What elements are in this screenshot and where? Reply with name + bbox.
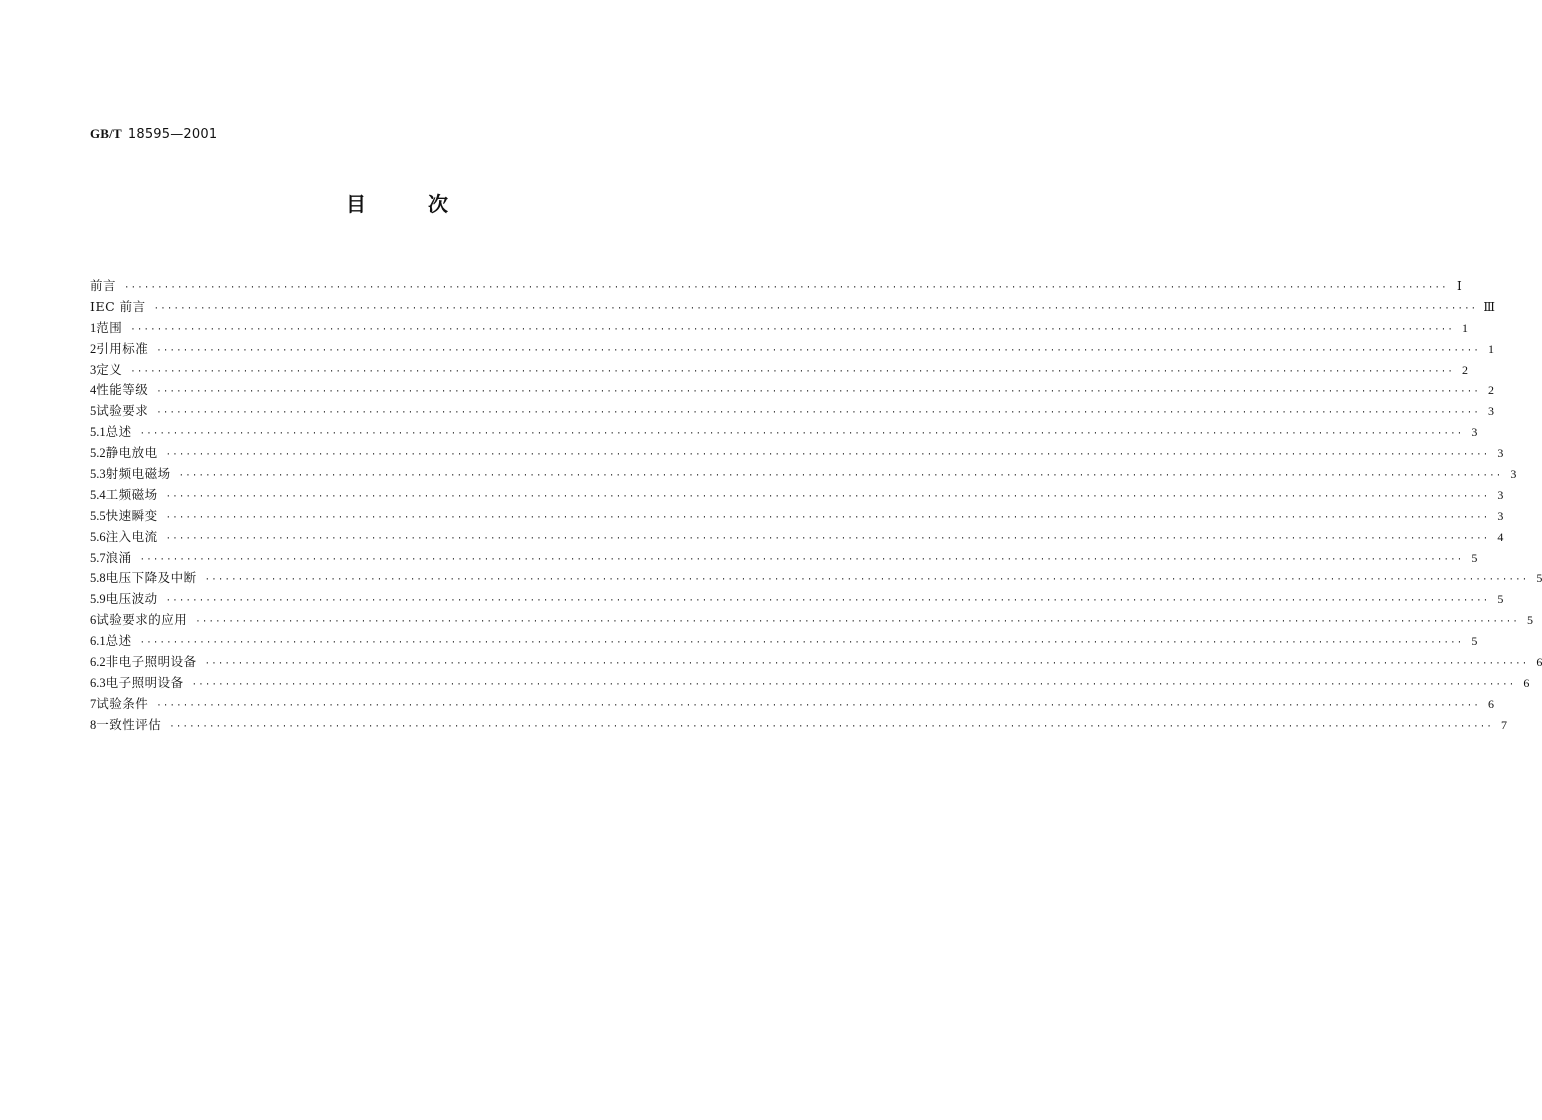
toc-entry-page: 6 xyxy=(1523,675,1530,690)
document-header xyxy=(90,126,217,142)
toc-entry[interactable] xyxy=(90,589,1504,610)
toc-entry[interactable] xyxy=(90,276,1462,297)
toc-entry-label: 前言 xyxy=(90,278,117,293)
toc-entry[interactable] xyxy=(90,506,1504,527)
toc-entry-number: 1 xyxy=(90,320,97,335)
toc-entry-label: 性能等级 xyxy=(96,382,149,398)
toc-entry-page: 1 xyxy=(1487,341,1494,356)
toc-dot-leader: ········································································································································································································ xyxy=(165,450,1490,461)
toc-entry-page: Ⅰ xyxy=(1456,279,1462,293)
toc-entry-page: 2 xyxy=(1461,362,1468,377)
toc-entry-page: 3 xyxy=(1497,508,1504,523)
toc-entry-number: 5.4 xyxy=(90,487,106,502)
toc-entry-number: 6.3 xyxy=(90,675,106,690)
toc-dot-leader: ········································································································································································································ xyxy=(169,721,1493,732)
toc-dot-leader: ········································································································································································································ xyxy=(204,659,1529,670)
toc-entry-label: 试验条件 xyxy=(96,695,149,711)
standard-code: GB/T xyxy=(90,126,122,141)
toc-entry-label: 电子照明设备 xyxy=(105,674,184,690)
toc-entry-page: 1 xyxy=(1461,320,1468,335)
toc-entry[interactable] xyxy=(90,610,1533,631)
toc-entry-label: 电压波动 xyxy=(105,591,158,607)
toc-entry-number: 8 xyxy=(90,717,97,732)
toc-entry-number: 5.3 xyxy=(90,467,106,482)
toc-entry[interactable] xyxy=(90,339,1494,360)
toc-entry-label: 一致性评估 xyxy=(96,716,162,732)
toc-dot-leader: ········································································································································································································ xyxy=(130,324,1454,335)
toc-entry[interactable] xyxy=(90,485,1504,506)
toc-entry[interactable] xyxy=(90,380,1494,401)
toc-dot-leader: ········································································································································································································ xyxy=(130,366,1454,377)
toc-entry-number: 6 xyxy=(90,613,97,628)
toc-entry-page: 3 xyxy=(1497,487,1504,502)
toc-entry-label: 定义 xyxy=(96,361,123,377)
toc-entry-label: 非电子照明设备 xyxy=(105,654,197,670)
toc-entry[interactable] xyxy=(90,401,1494,422)
toc-entry-number: 5.6 xyxy=(90,529,106,544)
toc-dot-leader: ········································································································································································································ xyxy=(156,345,1480,356)
toc-dot-leader: ········································································································································································································ xyxy=(195,617,1519,628)
toc-entry[interactable] xyxy=(90,652,1542,673)
toc-dot-leader: ········································································································································································································ xyxy=(178,471,1503,482)
toc-entry-label: 试验要求的应用 xyxy=(96,612,188,628)
toc-entry-label: 快速瞬变 xyxy=(105,507,158,523)
toc-entry-number: 6.1 xyxy=(90,634,106,649)
toc-entry-page: 7 xyxy=(1500,717,1507,732)
toc-entry-number: 5 xyxy=(90,404,97,419)
toc-entry-page: 4 xyxy=(1497,529,1504,544)
toc-entry-number: 5.7 xyxy=(90,550,106,565)
toc-dot-leader: ········································································································································································································ xyxy=(139,429,1464,440)
toc-entry-page: 6 xyxy=(1536,655,1542,670)
toc-dot-leader: ········································································································································································································ xyxy=(156,387,1480,398)
toc-entry-number: 4 xyxy=(90,383,97,398)
toc-dot-leader: ········································································································································································································ xyxy=(165,491,1490,502)
toc-dot-leader: ········································································································································································································ xyxy=(156,700,1480,711)
toc-entry-page: 3 xyxy=(1471,425,1478,440)
toc-dot-leader: ········································································································································································································ xyxy=(156,408,1480,419)
toc-entry[interactable] xyxy=(90,318,1468,339)
toc-entry[interactable] xyxy=(90,548,1478,569)
toc-entry-page: 5 xyxy=(1526,613,1533,628)
toc-entry-label: 注入电流 xyxy=(105,528,158,544)
toc-entry-page: 5 xyxy=(1471,550,1478,565)
toc-entry-page: 5 xyxy=(1471,634,1478,649)
toc-entry-page: 6 xyxy=(1487,696,1494,711)
toc-dot-leader: ········································································································································································································ xyxy=(124,283,1448,293)
toc-entry[interactable] xyxy=(90,673,1530,694)
toc-entry-number: 5.1 xyxy=(90,425,106,440)
standard-number: 18595—2001 xyxy=(127,127,218,142)
toc-dot-leader: ········································································································································································································ xyxy=(139,638,1464,649)
title-char-1: 目 xyxy=(346,192,366,216)
toc-entry-number: 5.8 xyxy=(90,571,106,586)
toc-entry-page: 3 xyxy=(1497,446,1504,461)
toc-entry-label: 电压下降及中断 xyxy=(105,570,197,586)
toc-entry[interactable] xyxy=(90,568,1542,589)
toc-entry-label: 静电放电 xyxy=(105,445,158,461)
toc-entry[interactable] xyxy=(90,360,1468,381)
toc-entry-number: 6.2 xyxy=(90,655,106,670)
toc-entry-page: Ⅲ xyxy=(1483,299,1495,314)
toc-entry-label: 射频电磁场 xyxy=(105,466,171,482)
toc-dot-leader: ········································································································································································································ xyxy=(165,512,1490,523)
toc-entry-page: 3 xyxy=(1487,404,1494,419)
toc-entry-number: 5.9 xyxy=(90,592,106,607)
toc-entry-page: 5 xyxy=(1497,592,1504,607)
toc-dot-leader: ········································································································································································································ xyxy=(204,575,1529,586)
toc-entry-label: 总述 xyxy=(105,633,132,649)
toc-entry[interactable] xyxy=(90,715,1507,736)
toc-entry-number: 3 xyxy=(90,362,97,377)
toc-entry[interactable] xyxy=(90,527,1504,548)
title-char-2: 次 xyxy=(428,192,448,216)
toc-entry-page: 5 xyxy=(1536,571,1542,586)
toc-entry-number: 5.5 xyxy=(90,508,106,523)
toc-entry[interactable] xyxy=(90,443,1504,464)
toc-entry-label: 范围 xyxy=(96,319,123,335)
toc-entry[interactable] xyxy=(90,464,1517,485)
toc-entry-label: IEC 前言 xyxy=(90,298,146,314)
toc-entry-number: 7 xyxy=(90,696,97,711)
toc-dot-leader: ········································································································································································································ xyxy=(139,554,1464,565)
toc-entry[interactable] xyxy=(90,297,1495,318)
toc-entry-label: 试验要求 xyxy=(96,403,149,419)
toc-entry-label: 总述 xyxy=(105,424,132,440)
toc-entry[interactable] xyxy=(90,631,1478,652)
toc-entry-label: 浪涌 xyxy=(105,549,132,565)
toc-entry[interactable] xyxy=(90,422,1478,443)
toc-entry-page: 2 xyxy=(1487,383,1494,398)
toc-dot-leader: ········································································································································································································ xyxy=(191,679,1516,690)
toc-entry-page: 3 xyxy=(1510,467,1517,482)
toc-entry-number: 5.2 xyxy=(90,446,106,461)
toc-dot-leader: ········································································································································································································ xyxy=(165,533,1490,544)
toc-entry-label: 引用标准 xyxy=(96,340,149,356)
toc-entry-number: 2 xyxy=(90,341,97,356)
table-of-contents xyxy=(90,276,1542,736)
toc-dot-leader: ········································································································································································································ xyxy=(153,303,1478,314)
toc-entry-label: 工频磁场 xyxy=(105,486,158,502)
toc-dot-leader: ········································································································································································································ xyxy=(165,596,1490,607)
toc-entry[interactable] xyxy=(90,694,1494,715)
